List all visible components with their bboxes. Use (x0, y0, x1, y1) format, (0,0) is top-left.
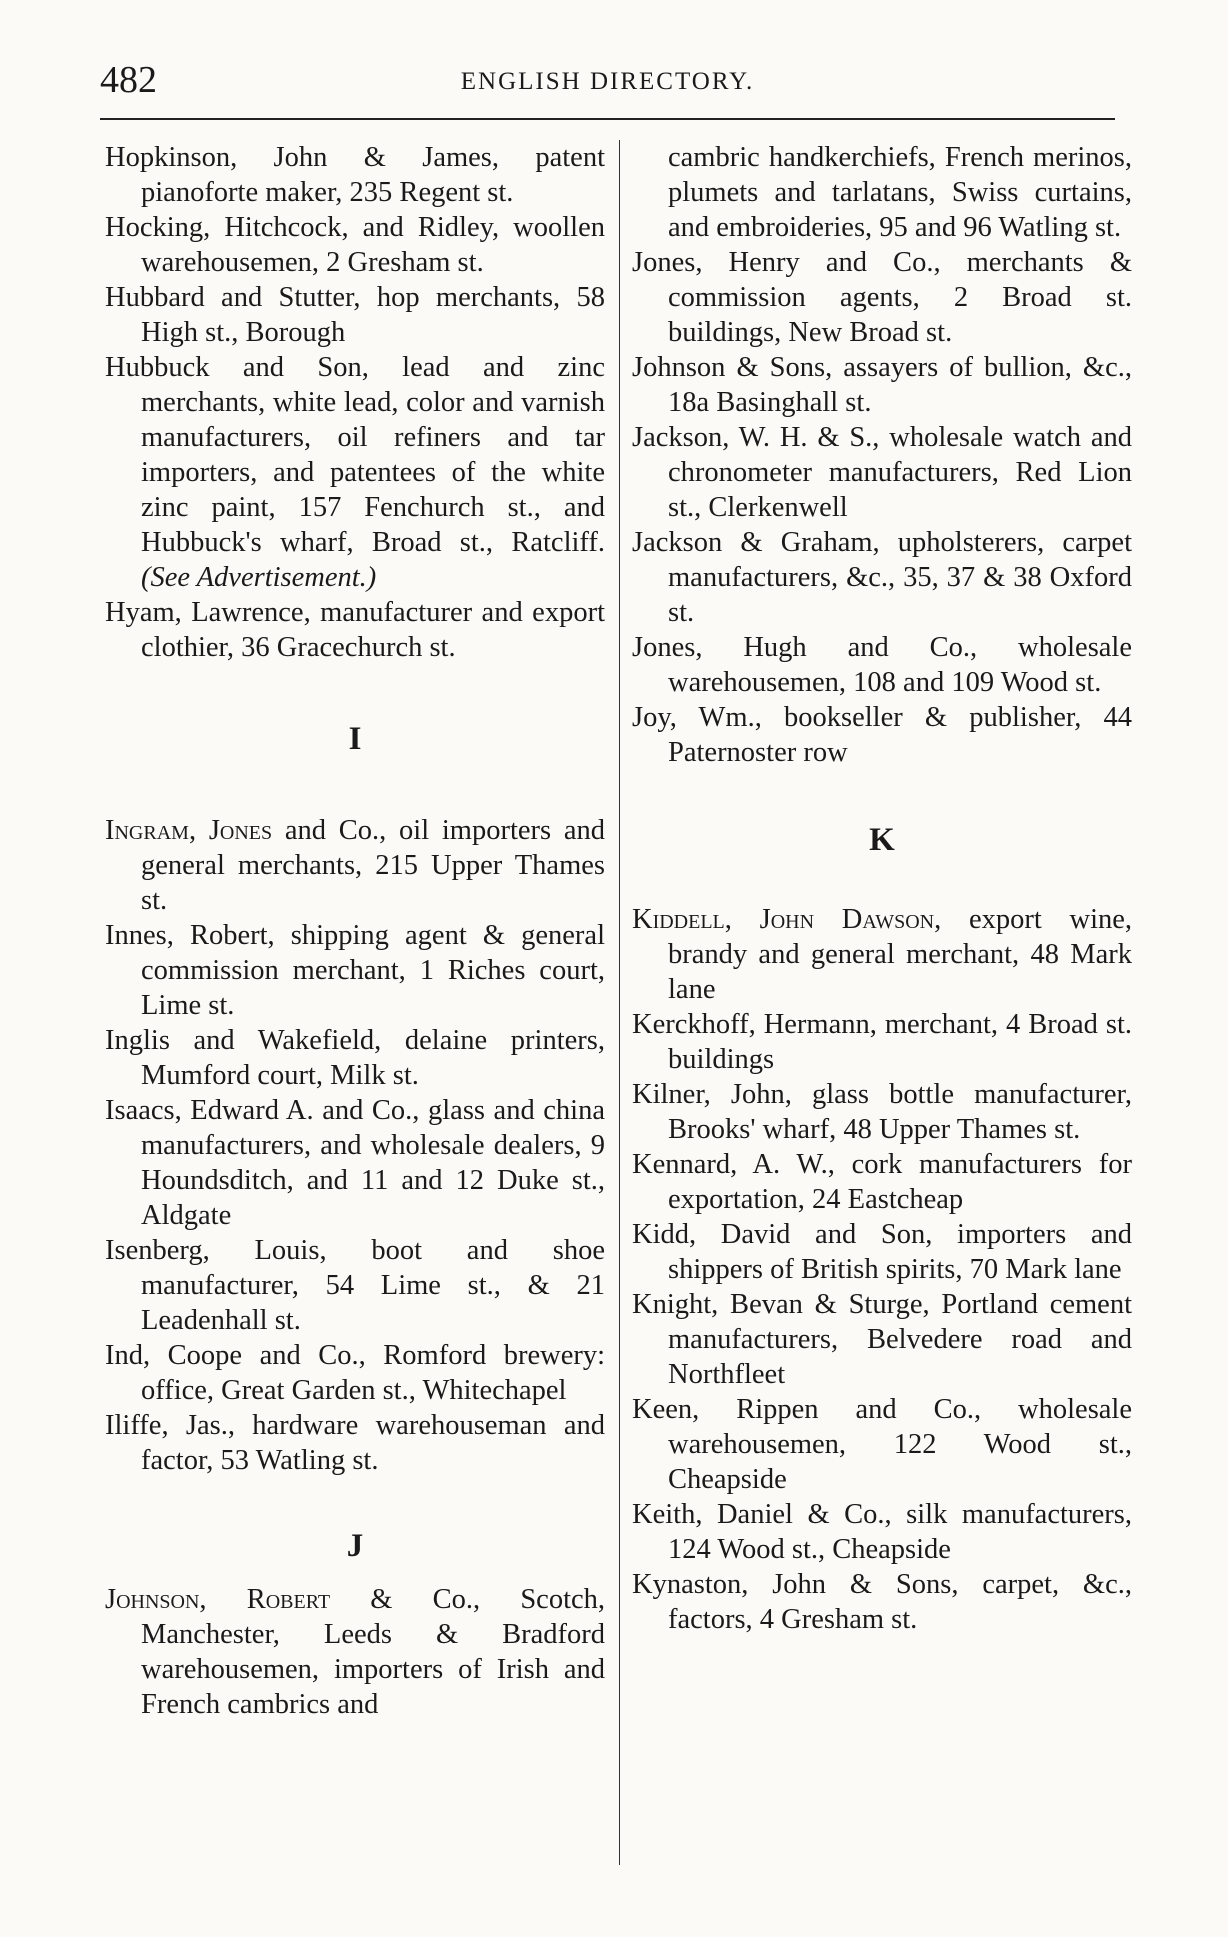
section-letter-i: I (348, 721, 362, 757)
left-column (105, 140, 605, 1722)
directory-entry: Jones, Henry and Co., merchants & commission agents, 2 Broad st. buildings, New Broad st. (632, 247, 1132, 348)
entry-name: Ingram, Jones (105, 815, 273, 846)
directory-entry: Joy, Wm., bookseller & publisher, 44 Paternoster row (632, 702, 1132, 768)
directory-entry: Jackson & Graham, upholsterers, carpet manufacturers, &c., 35, 37 & 38 Oxford st. (632, 527, 1132, 628)
directory-entry: Jackson, W. H. & S., wholesale watch and chronometer manufacturers, Red Lion st., Clerkenwell (632, 422, 1132, 523)
directory-entry: Kynaston, John & Sons, carpet, &c., factors, 4 Gresham st. (632, 1569, 1132, 1635)
entry-text: and Co., oil importers and general merchants, 215 Upper Thames st. (141, 815, 606, 916)
directory-entry: Hocking, Hitchcock, and Ridley, woollen warehousemen, 2 Gresham st. (105, 212, 605, 278)
directory-entry: Hyam, Lawrence, manufacturer and export clothier, 36 Gracechurch st. (105, 597, 605, 663)
directory-entry: Hubbard and Stutter, hop merchants, 58 High st., Borough (105, 282, 605, 348)
running-title: ENGLISH DIRECTORY. (460, 68, 755, 95)
directory-entry: Kerckhoff, Hermann, merchant, 4 Broad st. buildings (632, 1009, 1132, 1075)
directory-entry: Kidd, David and Son, importers and shippers of British spirits, 70 Mark lane (632, 1219, 1132, 1285)
directory-entry: Hopkinson, John & James, patent pianoforte maker, 235 Regent st. (105, 142, 605, 208)
directory-entry: Johnson & Sons, assayers of bullion, &c., 18a Basinghall st. (632, 352, 1132, 418)
directory-entry (105, 350, 605, 595)
entry-name: Johnson, Robert (105, 1584, 331, 1615)
entry-text: Hubbuck and Son, lead and zinc merchants, white lead, color and varnish manufacturers, oil refiners and tar importers, and patentees of the white zinc paint, 157 Fenchurch st., and Hubbuck's wharf, Broad st., Ratcliff. (105, 352, 605, 558)
directory-entry (105, 813, 605, 918)
directory-entry: Keith, Daniel & Co., silk manufacturers, 124 Wood st., Cheapside (632, 1499, 1132, 1565)
section-letter-j: J (346, 1528, 364, 1564)
directory-entry: Isaacs, Edward A. and Co., glass and china manufacturers, and wholesale dealers, 9 Houndsditch, and 11 and 12 Duke st., Aldgate (105, 1095, 605, 1231)
column-divider (619, 140, 620, 1865)
directory-entry: Knight, Bevan & Sturge, Portland cement manufacturers, Belvedere road and Northfleet (632, 1289, 1132, 1390)
directory-entry: Kennard, A. W., cork manufacturers for exportation, 24 Eastcheap (632, 1149, 1132, 1215)
directory-entry: Kilner, John, glass bottle manufacturer, Brooks' wharf, 48 Upper Thames st. (632, 1079, 1132, 1145)
directory-entry: Inglis and Wakefield, delaine printers, Mumford court, Milk st. (105, 1025, 605, 1091)
page-number: 482 (100, 59, 157, 101)
entry-text: & Co., Scotch, Manchester, Leeds & Bradford warehousemen, importers of Irish and French cambrics and (141, 1584, 606, 1720)
directory-entry (105, 1582, 605, 1722)
section-letter-k: K (869, 822, 895, 858)
directory-entry: Isenberg, Louis, boot and shoe manufacturer, 54 Lime st., & 21 Leadenhall st. (105, 1235, 605, 1336)
directory-entry: Keen, Rippen and Co., wholesale warehousemen, 122 Wood st., Cheapside (632, 1394, 1132, 1495)
directory-entry: Jones, Hugh and Co., wholesale warehousemen, 108 and 109 Wood st. (632, 632, 1132, 698)
header-rule (100, 118, 1115, 120)
directory-entry: Ind, Coope and Co., Romford brewery: office, Great Garden st., Whitechapel (105, 1340, 605, 1406)
directory-entry (632, 902, 1132, 1007)
right-column (632, 140, 1132, 1637)
advertisement-reference: (See Advertisement.) (141, 562, 377, 593)
entry-continuation: cambric handkerchiefs, French merinos, plumets and tarlatans, Swiss curtains, and embroideries, 95 and 96 Watling st. (668, 142, 1132, 243)
directory-entry: Innes, Robert, shipping agent & general commission merchant, 1 Riches court, Lime st. (105, 920, 605, 1021)
page-header (100, 58, 1115, 108)
directory-entry: Iliffe, Jas., hardware warehouseman and factor, 53 Watling st. (105, 1410, 605, 1476)
entry-name: Kiddell, John Dawson, (632, 904, 942, 935)
entry-text: export wine, brandy and general merchant, 48 Mark lane (668, 904, 1133, 1005)
